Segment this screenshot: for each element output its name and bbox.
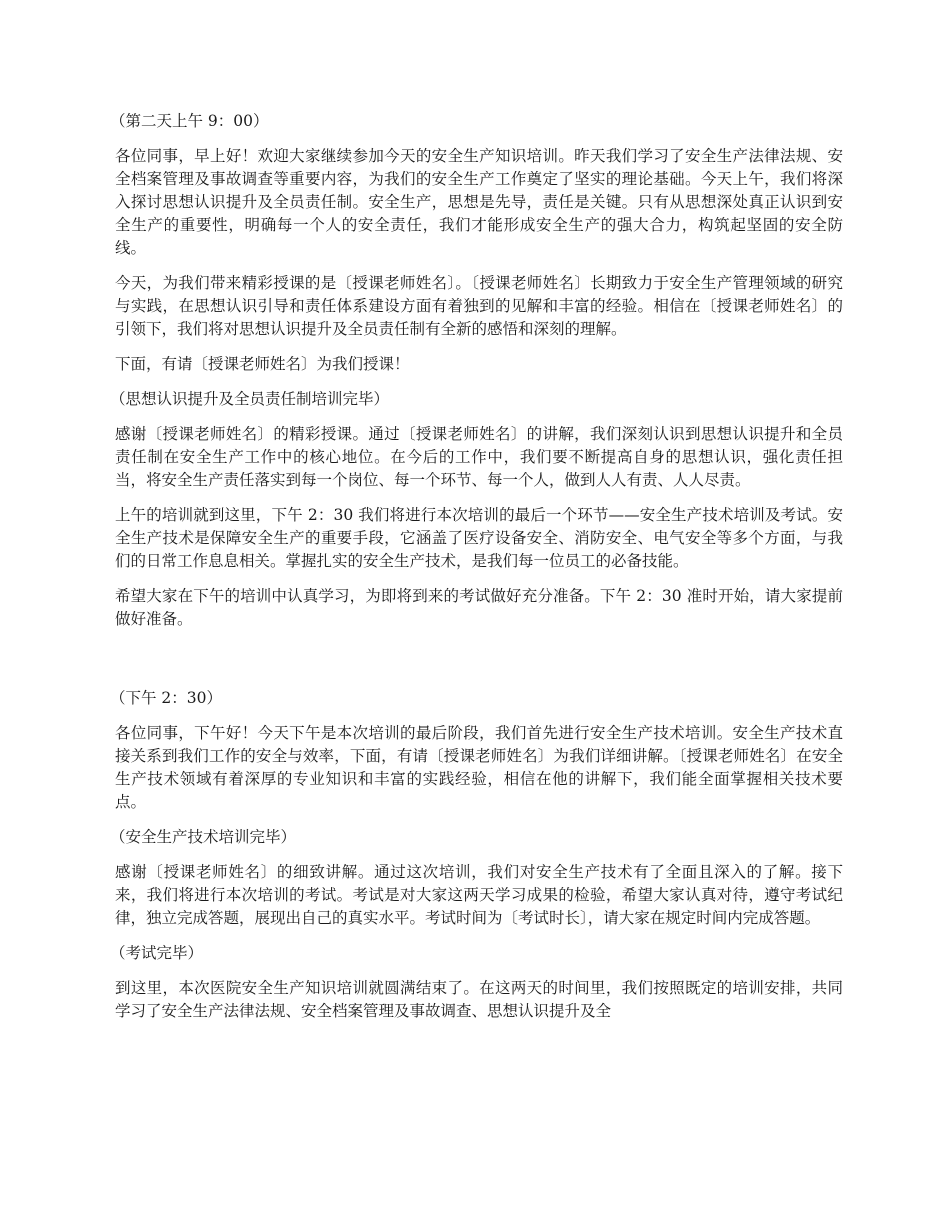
teacher-intro-paragraph: 今天，为我们带来精彩授课的是〔授课老师姓名〕。〔授课老师姓名〕长期致力于安全生产管理领域的研究与实践，在思想认识引导和责任体系建设方面有着独到的见解和丰富的经验。相信在〔授课老师姓名〕的引领下，我们将对思想认识提升及全员责任制有全新的感悟和深刻的理解。 <box>115 274 843 338</box>
thanks-paragraph: 感谢〔授课老师姓名〕的精彩授课。通过〔授课老师姓名〕的讲解，我们深刻认识到思想认识提升和全员责任制在安全生产工作中的核心地位。在今后的工作中，我们要不断提高自身的思想认识，强化责任担当，将安全生产责任落实到每一个岗位、每一个环节、每一个人，做到人人有责、人人尽责。 <box>115 425 843 489</box>
section-divider <box>115 643 843 687</box>
morning-time-note: （第二天上午 9：00） <box>110 112 269 130</box>
closing-paragraph: 到这里，本次医院安全生产知识培训就圆满结束了。在这两天的时间里，我们按照既定的培训安排，共同学习了安全生产法律法规、安全档案管理及事故调查、思想认识提升及全 <box>115 979 843 1020</box>
tech-training-end-note: （安全生产技术培训完毕） <box>110 828 297 846</box>
afternoon-intro-paragraph: 各位同事，下午好！今天下午是本次培训的最后阶段，我们首先进行安全生产技术培训。安全生产技术直接关系到我们工作的安全与效率，下面，有请〔授课老师姓名〕为我们详细讲解。〔授课老师姓名〕在安全生产技术领域有着深厚的专业知识和丰富的实践经验，相信在他的讲解下，我们能全面掌握相关技术要点。 <box>115 724 843 811</box>
exam-end-note: （考试完毕） <box>110 944 204 962</box>
morning-wrapup-paragraph: 上午的培训就到这里，下午 2：30 我们将进行本次培训的最后一个环节——安全生产技术培训及考试。安全生产技术是保障安全生产的重要手段，它涵盖了医疗设备安全、消防安全、电气安全等多个方面，与我们的日常工作息息相关。掌握扎实的安全生产技术，是我们每一位员工的必备技能。 <box>115 506 843 570</box>
responsibility-training-end-note: （思想认识提升及全员责任制培训完毕） <box>110 390 390 408</box>
exam-intro-paragraph: 感谢〔授课老师姓名〕的细致讲解。通过这次培训，我们对安全生产技术有了全面且深入的了解。接下来，我们将进行本次培训的考试。考试是对大家这两天学习成果的检验，希望大家认真对待，遵守考试纪律，独立完成答题，展现出自己的真实水平。考试时间为〔考试时长〕，请大家在规定时间内完成答题。 <box>115 863 843 927</box>
morning-welcome-paragraph: 各位同事，早上好！欢迎大家继续参加今天的安全生产知识培训。昨天我们学习了安全生产法律法规、安全档案管理及事故调查等重要内容，为我们的安全生产工作奠定了坚实的理论基础。今天上午，我们将深入探讨思想认识提升及全员责任制。安全生产，思想是先导，责任是关键。只有从思想深处真正认识到安全生产的重要性，明确每一个人的安全责任，我们才能形成安全生产的强大合力，构筑起坚固的安全防线。 <box>115 147 843 257</box>
document-body <box>110 110 843 1035</box>
afternoon-preview-paragraph: 希望大家在下午的培训中认真学习，为即将到来的考试做好充分准备。下午 2：30 准时开始，请大家提前做好准备。 <box>115 587 843 628</box>
afternoon-time-note: （下午 2：30） <box>110 689 223 707</box>
invite-teacher-paragraph: 下面，有请〔授课老师姓名〕为我们授课！ <box>115 355 410 373</box>
